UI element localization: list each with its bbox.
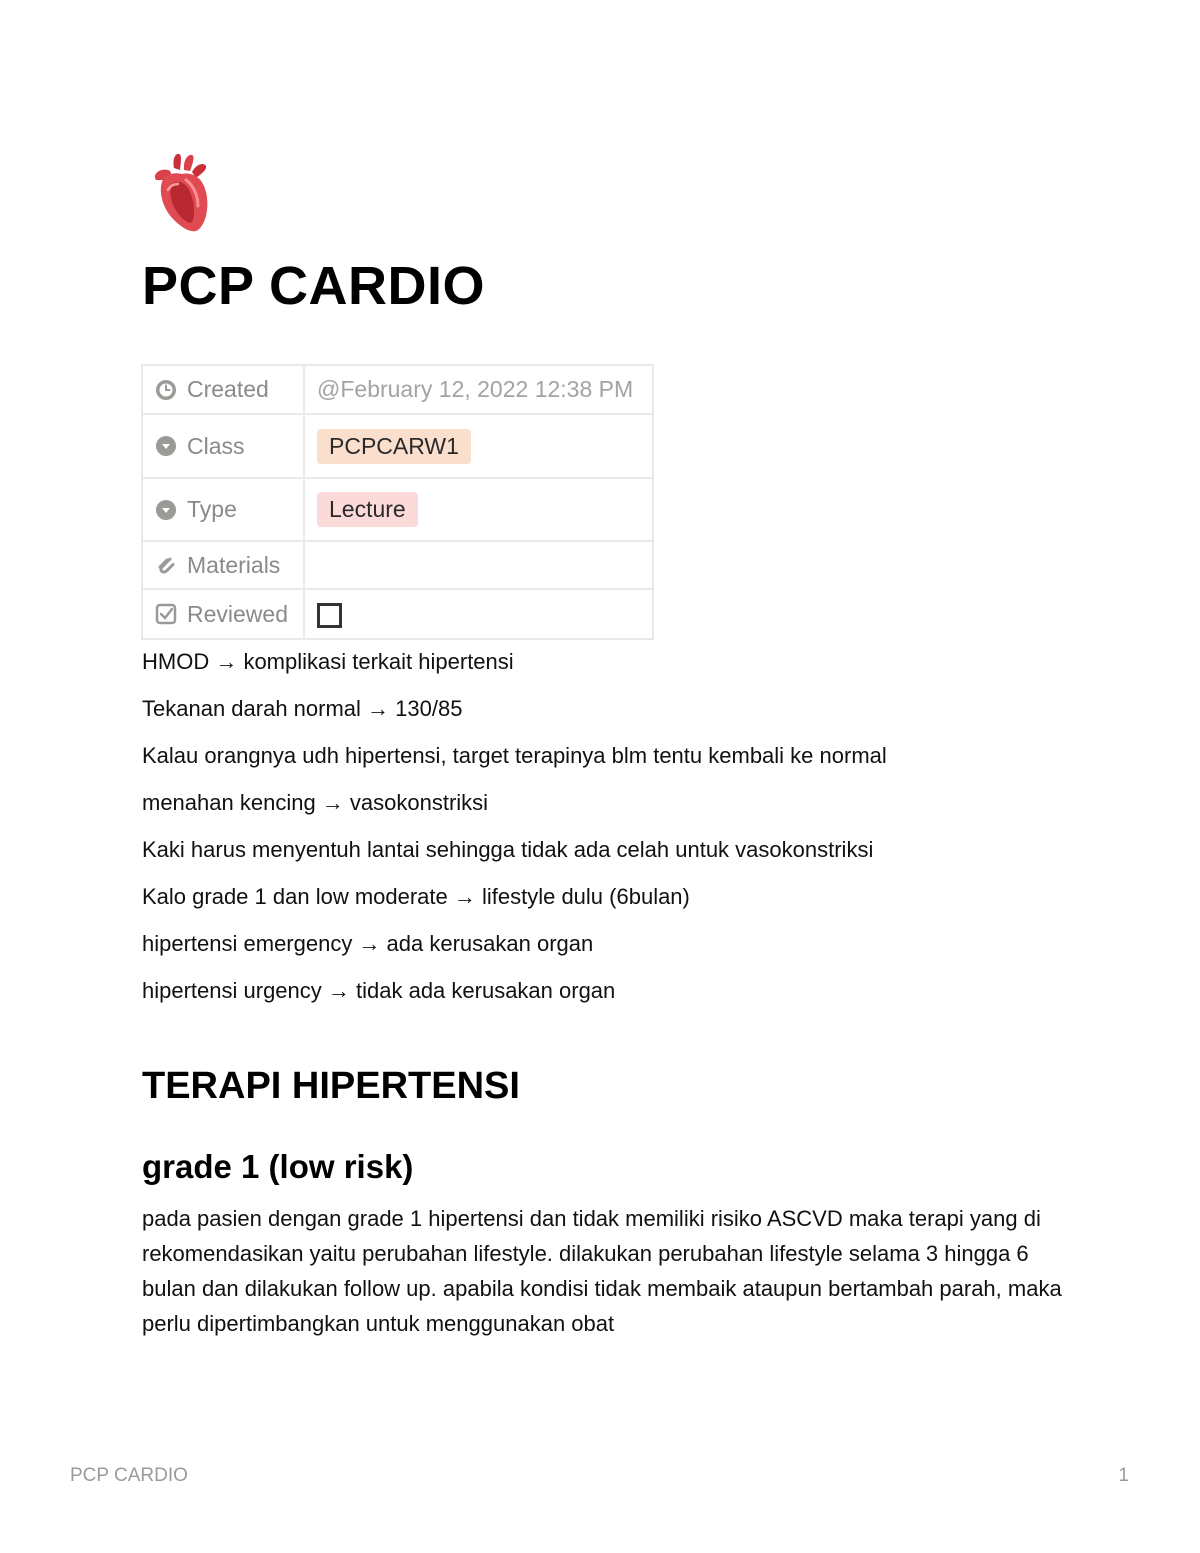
- section-subheading: grade 1 (low risk): [142, 1148, 414, 1185]
- page-title: PCP CARDIO: [142, 256, 486, 316]
- property-row-created: [142, 365, 653, 414]
- properties-table: [141, 364, 654, 640]
- select-icon: [155, 499, 177, 521]
- reviewed-checkbox[interactable]: [317, 603, 342, 628]
- type-tag[interactable]: Lecture: [317, 492, 418, 527]
- section-paragraph: pada pasien dengan grade 1 hipertensi dan tidak memiliki risiko ASCVD maka terapi yang di rekomendasikan yaitu perubahan lifestyle. dilakukan perubahan lifestyle selama 3 hingga 6 bulan dan dilakukan follow up. apabila kondisi tidak membaik ataupun bertambah parah, maka perlu dipertimbangkan untuk menggunakan obat: [142, 1206, 1062, 1336]
- note-line: Kaki harus menyentuh lantai sehingga tidak ada celah untuk vasokonstriksi: [142, 837, 874, 862]
- footer-title: PCP CARDIO: [70, 1465, 188, 1486]
- property-row-class: [142, 414, 653, 478]
- note-line: hipertensi urgency → tidak ada kerusakan organ: [142, 978, 616, 1003]
- note-line: HMOD → komplikasi terkait hipertensi: [142, 649, 514, 674]
- select-icon: [155, 435, 177, 457]
- section-heading: TERAPI HIPERTENSI: [142, 1065, 520, 1107]
- class-tag[interactable]: PCPCARW1: [317, 429, 471, 464]
- note-line: Kalau orangnya udh hipertensi, target terapinya blm tentu kembali ke normal: [142, 743, 887, 768]
- property-name-materials[interactable]: Materials: [143, 552, 303, 579]
- note-line: Kalo grade 1 dan low moderate → lifestyle dulu (6bulan): [142, 884, 690, 909]
- anatomical-heart-icon: [146, 150, 218, 236]
- notes-list: [142, 648, 1062, 1024]
- page-number: 1: [1118, 1465, 1129, 1486]
- paperclip-icon: [155, 554, 177, 576]
- clock-icon: [155, 379, 177, 401]
- checkbox-icon: [155, 603, 177, 625]
- created-value: @February 12, 2022 12:38 PM: [317, 376, 634, 402]
- property-name-reviewed[interactable]: Reviewed: [143, 601, 303, 628]
- property-name-class[interactable]: Class: [143, 433, 303, 460]
- note-line: Tekanan darah normal → 130/85: [142, 696, 463, 721]
- note-line: menahan kencing → vasokonstriksi: [142, 790, 489, 815]
- property-row-reviewed: [142, 589, 653, 639]
- property-row-materials: [142, 541, 653, 589]
- property-name-type[interactable]: Type: [143, 496, 303, 523]
- note-line: hipertensi emergency → ada kerusakan organ: [142, 931, 594, 956]
- property-name-created[interactable]: Created: [143, 376, 303, 403]
- property-row-type: [142, 478, 653, 541]
